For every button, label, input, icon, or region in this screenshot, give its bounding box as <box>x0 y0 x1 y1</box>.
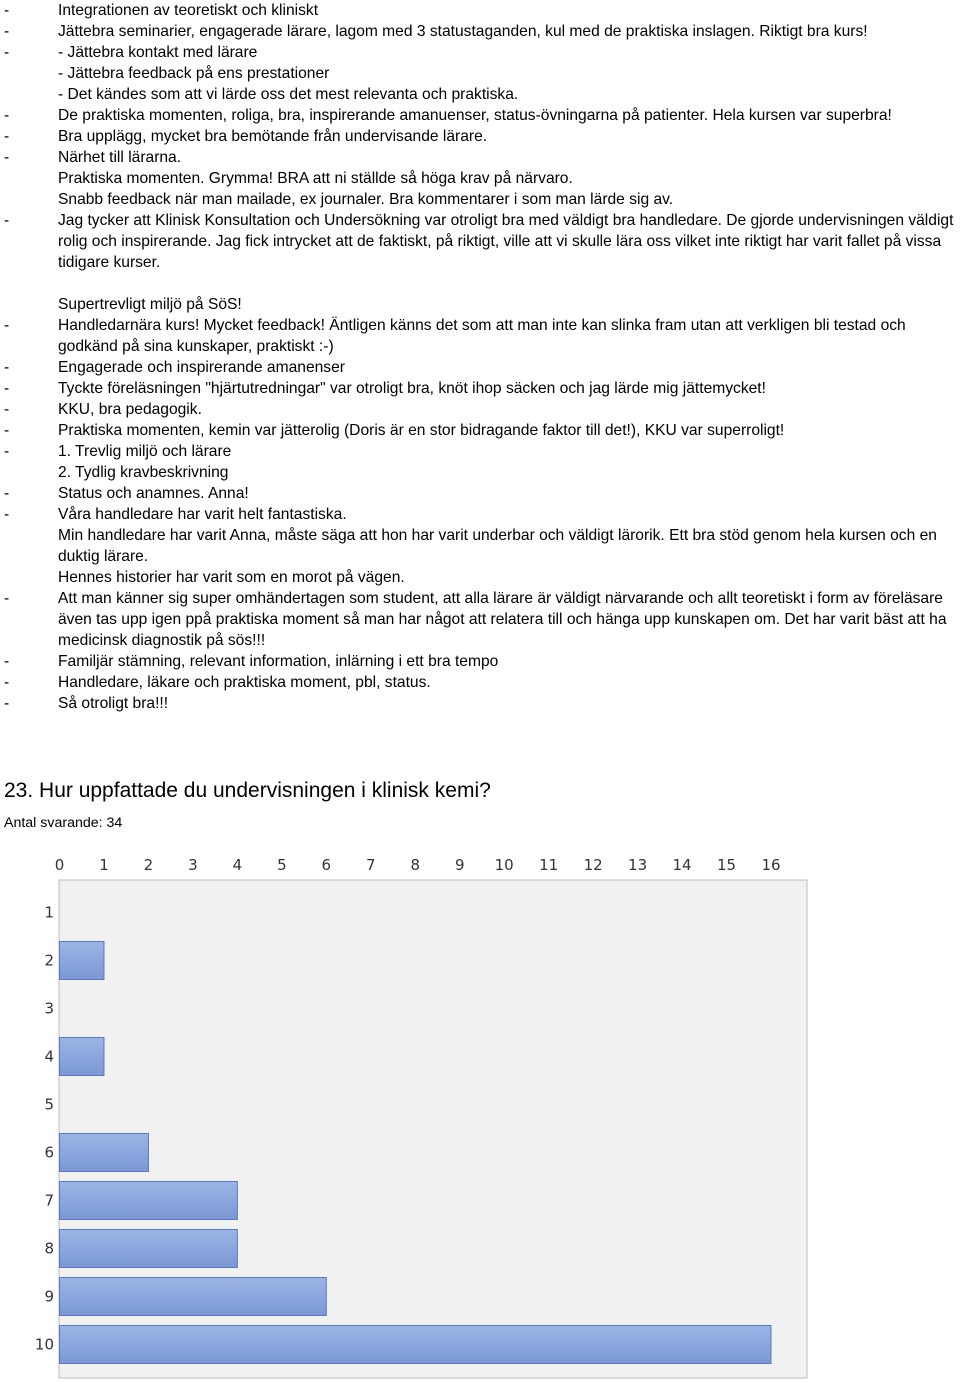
comment-item <box>4 651 958 672</box>
comment-text: Bra upplägg, mycket bra bemötande från undervisande lärare. <box>58 128 488 145</box>
y-tick-label: 4 <box>44 1047 54 1066</box>
x-tick-label: 3 <box>188 856 198 874</box>
comment-text: Jag tycker att Klinisk Konsultation och Undersökning var otroligt bra med väldigt bra handledare. De gjorde undervisningen väldigt rolig och inspirerande. Jag fick intrycket att de faktiskt, på riktigt, ville att vi skulle lära oss vilket inte riktigt har varit fallet på vissa tidigare kurser. <box>58 212 958 271</box>
list-bullet-dash: - <box>4 590 10 607</box>
list-bullet-dash: - <box>4 317 10 334</box>
comment-text: Praktiska momenten. Grymma! BRA att ni ställde så höga krav på närvaro. <box>58 170 573 187</box>
x-tick-label: 2 <box>143 856 154 874</box>
comment-text: Praktiska momenten, kemin var jätterolig (Doris är en stor bidragande faktor till det!), KKU var superroligt! <box>58 422 785 439</box>
comment-text: - Jättebra feedback på ens prestationer <box>58 65 330 82</box>
bar-rating-9 <box>60 1278 327 1316</box>
y-tick-label: 8 <box>44 1239 54 1258</box>
comment-item <box>4 504 958 588</box>
x-tick-label: 11 <box>539 856 559 874</box>
rating-bar-chart <box>0 846 812 1380</box>
x-axis-ticks <box>55 856 781 874</box>
comment-text: Handledare, läkare och praktiska moment, pbl, status. <box>58 674 431 691</box>
list-bullet-dash: - <box>4 2 10 19</box>
comment-list <box>4 0 958 714</box>
comment-item <box>4 357 958 378</box>
comment-text: Våra handledare har varit helt fantastiska. <box>58 506 347 523</box>
x-tick-label: 13 <box>628 856 648 874</box>
list-bullet-dash: - <box>4 107 10 124</box>
comment-item <box>4 483 958 504</box>
comment-text: Min handledare har varit Anna, måste säga att hon har varit underbar och väldigt lärorik. Ett bra stöd genom hela kursen och en duktig lärare. <box>58 527 942 565</box>
x-tick-label: 6 <box>321 856 332 874</box>
comment-text: 2. Tydlig kravbeskrivning <box>58 464 229 481</box>
comment-text: Närhet till lärarna. <box>58 149 182 166</box>
y-tick-label: 2 <box>44 951 54 970</box>
list-bullet-dash: - <box>4 128 10 145</box>
y-tick-label: 3 <box>44 999 54 1018</box>
x-tick-label: 15 <box>716 856 737 874</box>
bar-rating-2 <box>60 942 104 980</box>
list-bullet-dash: - <box>4 674 10 691</box>
list-bullet-dash: - <box>4 380 10 397</box>
list-bullet-dash: - <box>4 212 10 229</box>
comment-item <box>4 588 958 651</box>
list-bullet-dash: - <box>4 443 10 460</box>
x-tick-label: 4 <box>232 856 243 874</box>
comment-item <box>4 126 958 147</box>
x-tick-label: 16 <box>761 856 781 874</box>
x-tick-label: 0 <box>54 856 65 874</box>
x-tick-label: 7 <box>366 856 376 874</box>
comment-text: Att man känner sig super omhändertagen som student, att alla lärare är väldigt närvarande och allt teoretiskt i form av föreläsare även tas upp igen ppå praktiska moment så man har något att relatera till och hänga upp kunskapen om. Det har varit bäst att ha medicinsk diagnostik på sös!!! <box>58 590 951 649</box>
y-tick-label: 9 <box>44 1287 54 1306</box>
list-bullet-dash: - <box>4 401 10 418</box>
bar-rating-6 <box>60 1134 149 1172</box>
comment-text: Supertrevligt miljö på SöS! <box>58 296 242 313</box>
comment-text: 1. Trevlig miljö och lärare <box>58 443 232 460</box>
comment-item <box>4 21 958 42</box>
comment-item <box>4 105 958 126</box>
comment-text: Status och anamnes. Anna! <box>58 485 249 502</box>
comment-text: Integrationen av teoretiskt och kliniskt <box>58 2 319 19</box>
y-tick-label: 6 <box>44 1143 54 1162</box>
list-bullet-dash: - <box>4 506 10 523</box>
comment-text: De praktiska momenten, roliga, bra, inspirerande amanuenser, status-övningarna på patienter. Hela kursen var superbra! <box>58 107 892 124</box>
comment-item <box>4 420 958 441</box>
x-tick-label: 10 <box>494 856 514 874</box>
comment-text: Tyckte föreläsningen "hjärtutredningar" var otroligt bra, knöt ihop säcken och jag lärde mig jättemycket! <box>58 380 766 397</box>
comment-item <box>4 210 958 315</box>
comment-text: Så otroligt bra!!! <box>58 695 169 712</box>
question-heading: 23. Hur uppfattade du undervisningen i klinisk kemi? <box>4 779 491 802</box>
list-bullet-dash: - <box>4 44 10 61</box>
comment-text: - Jättebra kontakt med lärare <box>58 44 258 61</box>
comment-text: - Det kändes som att vi lärde oss det mest relevanta och praktiska. <box>58 86 519 103</box>
comment-text: Familjär stämning, relevant information, inlärning i ett bra tempo <box>58 653 499 670</box>
comment-item <box>4 42 958 105</box>
comment-text: Jättebra seminarier, engagerade lärare, lagom med 3 statustaganden, kul med de praktiska inslagen. Riktigt bra kurs! <box>58 23 868 40</box>
list-bullet-dash: - <box>4 23 10 40</box>
comment-item <box>4 147 958 210</box>
y-tick-label: 7 <box>44 1191 54 1210</box>
comment-text: Handledarnära kurs! Mycket feedback! Äntligen känns det som att man inte kan slinka fram utan att verkligen bli testad och godkänd på sina kunskaper, praktiskt :-) <box>58 317 911 355</box>
comment-item <box>4 441 958 483</box>
y-tick-label: 10 <box>34 1335 54 1354</box>
comment-item <box>4 315 958 357</box>
x-tick-label: 12 <box>583 856 603 874</box>
comment-text <box>58 273 958 294</box>
list-bullet-dash: - <box>4 149 10 166</box>
comment-item <box>4 378 958 399</box>
list-bullet-dash: - <box>4 422 10 439</box>
y-tick-label: 1 <box>44 903 54 922</box>
comment-item <box>4 399 958 420</box>
comment-item <box>4 672 958 693</box>
comment-item <box>4 0 958 21</box>
comment-text: KKU, bra pedagogik. <box>58 401 202 418</box>
y-tick-label: 5 <box>44 1095 54 1114</box>
list-bullet-dash: - <box>4 485 10 502</box>
bar-rating-10 <box>60 1326 772 1364</box>
x-tick-label: 14 <box>672 856 692 874</box>
comment-text: Hennes historier har varit som en morot på vägen. <box>58 569 405 586</box>
list-bullet-dash: - <box>4 653 10 670</box>
list-bullet-dash: - <box>4 359 10 376</box>
respondent-count: Antal svarande: 34 <box>4 815 123 831</box>
bar-rating-7 <box>60 1182 238 1220</box>
x-tick-label: 8 <box>410 856 421 874</box>
list-bullet-dash: - <box>4 695 10 712</box>
x-tick-label: 1 <box>99 856 109 874</box>
x-tick-label: 5 <box>277 856 287 874</box>
x-tick-label: 9 <box>454 856 465 874</box>
comment-text: Engagerade och inspirerande amanenser <box>58 359 345 376</box>
comment-text: Snabb feedback när man mailade, ex journaler. Bra kommentarer i som man lärde sig av. <box>58 191 674 208</box>
bar-rating-8 <box>60 1230 238 1268</box>
comment-item <box>4 693 958 714</box>
y-axis-ticks <box>35 904 54 1354</box>
bar-rating-4 <box>60 1038 104 1076</box>
